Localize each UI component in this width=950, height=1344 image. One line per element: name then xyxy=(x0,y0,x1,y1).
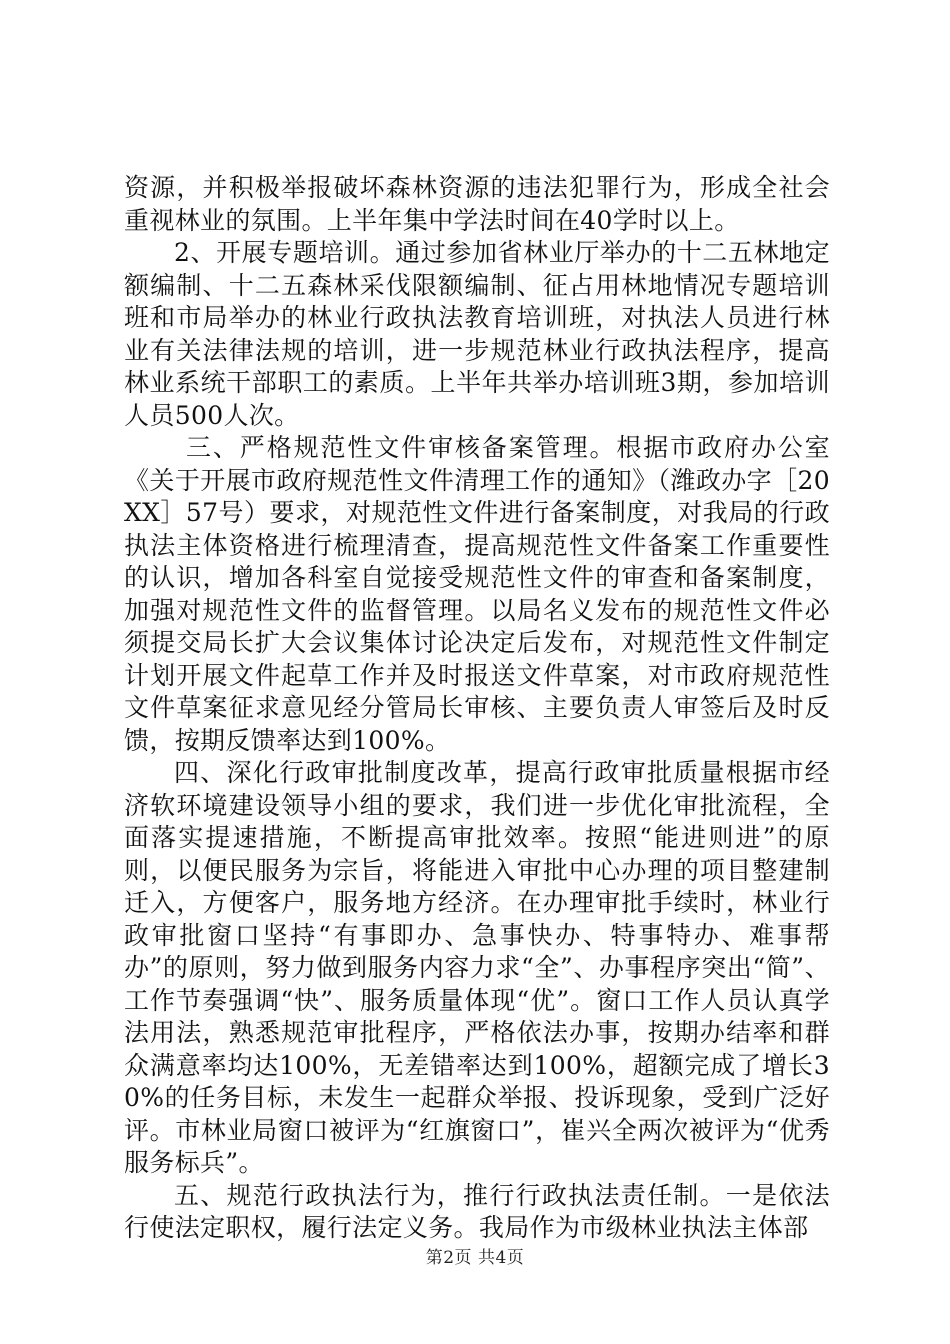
page-number-footer: 第2页 共4页 xyxy=(425,1248,525,1268)
paragraph-continuation: 资源，并积极举报破坏森林资源的违法犯罪行为，形成全社会重视林业的氛围。上半年集中学法时间在40学时以上。 xyxy=(124,173,830,235)
document-body xyxy=(124,172,830,1245)
paragraph-law-enforcement: 五、规范行政执法行为，推行行政执法责任制。一是依法行使法定职权，履行法定义务。我局作为市级林业执法主体部 xyxy=(124,1180,830,1242)
paragraph-special-training: 2、开展专题培训。通过参加省林业厅举办的十二五林地定额编制、十二五森林采伐限额编制、征占用林地情况专题培训班和市局举办的林业行政执法教育培训班，对执法人员进行林业有关法律法规的培训，进一步规范林业行政执法程序，提高林业系统干部职工的素质。上半年共举办培训班3期，参加培训人员500人次。 xyxy=(124,238,830,430)
paragraph-normative-documents: 三、严格规范性文件审核备案管理。根据市政府办公室《关于开展市政府规范性文件清理工作的通知》（潍政办字［20XX］57号）要求，对规范性文件进行备案制度，对我局的行政执法主体资格进行梳理清查，提高规范性文件备案工作重要性的认识，增加各科室自觉接受规范性文件的审查和备案制度，加强对规范性文件的监督管理。以局名义发布的规范性文件必须提交局长扩大会议集体讨论决定后发布，对规范性文件制定计划开展文件起草工作并及时报送文件草案，对市政府规范性文件草案征求意见经分管局长审核、主要负责人审签后及时反馈，按期反馈率达到100%。 xyxy=(124,433,830,755)
paragraph-administrative-approval: 四、深化行政审批制度改革，提高行政审批质量根据市经济软环境建设领导小组的要求，我们进一步优化审批流程，全面落实提速措施，不断提高审批效率。按照“能进则进”的原则，以便民服务为宗旨，将能进入审批中心办理的项目整建制迁入，方便客户，服务地方经济。在办理审批手续时，林业行政审批窗口坚持“有事即办、急事快办、特事特办、难事帮办”的原则，努力做到服务内容力求“全”、办事程序突出“简”、工作节奏强调“快”、服务质量体现“优”。窗口工作人员认真学法用法，熟悉规范审批程序，严格依法办事，按期办结率和群众满意率均达100%，无差错率达到100%，超额完成了增长30%的任务目标，未发生一起群众举报、投诉现象，受到广泛好评。市林业局窗口被评为“红旗窗口”，崔兴全两次被评为“优秀服务标兵”。 xyxy=(124,758,830,1177)
